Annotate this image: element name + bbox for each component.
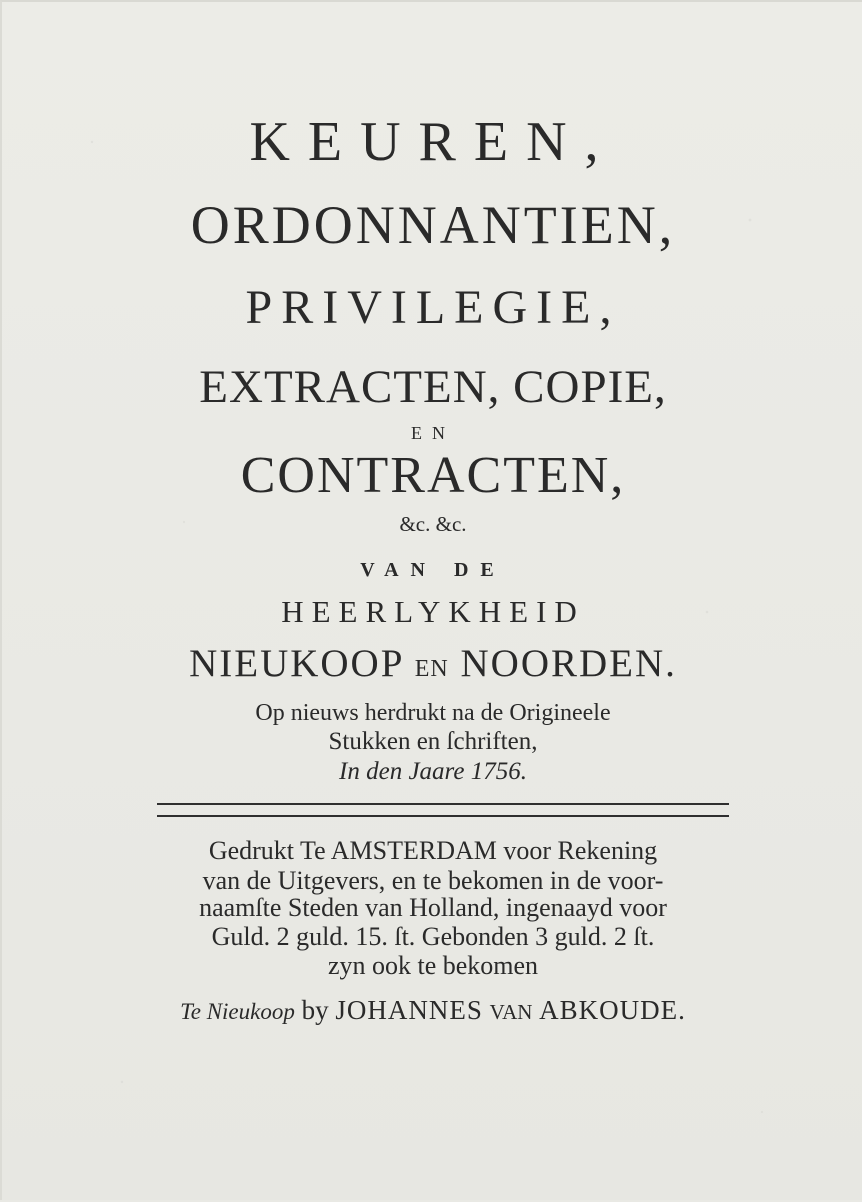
subtitle-line-3: In den Jaare 1756. (339, 758, 527, 785)
imprint-name: JOHANNES (335, 995, 483, 1025)
title-privilegie: PRIVILEGIE, (245, 281, 621, 334)
title-en: EN (411, 423, 455, 443)
title-heerlykheid: HEERLYKHEID (281, 594, 585, 629)
title-contracten: CONTRACTEN, (240, 447, 626, 504)
imprint-line-2: van de Uitgevers, en te bekomen in de voor- (202, 866, 664, 895)
imprint-line-4: Guld. 2 guld. 15. ſt. Gebonden 3 guld. 2 ſt. (211, 922, 655, 951)
imprint-final-line (2, 995, 862, 1026)
subtitle-line-2: Stukken en ſchriften, (328, 728, 538, 755)
imprint-place: Te Nieukoop (180, 999, 295, 1024)
title-en-small: EN (414, 656, 449, 682)
title-noorden: NOORDEN. (460, 642, 677, 685)
title-nieukoop-noorden (2, 644, 862, 683)
title-extracten-copie: EXTRACTEN, COPIE, (199, 361, 667, 413)
imprint-by: by (301, 995, 329, 1025)
title-nieukoop: NIEUKOOP (189, 642, 403, 685)
title-ordonnantien: ORDONNANTIEN, (190, 195, 676, 255)
imprint-line-5: zyn ook te bekomen (327, 951, 539, 980)
divider-top (157, 803, 729, 805)
imprint-abkoude: ABKOUDE. (539, 995, 686, 1025)
divider-bottom (157, 815, 729, 817)
subtitle-line-1: Op nieuws herdrukt na de Origineele (255, 700, 611, 726)
title-etc: &c. &c. (399, 512, 467, 536)
title-van-de: VAN DE (360, 559, 506, 581)
imprint-line-1: Gedrukt Te AMSTERDAM voor Rekening (208, 836, 658, 865)
imprint-line-3: naamſte Steden van Holland, ingenaayd voor (199, 893, 667, 922)
title-keuren: KEUREN, (249, 111, 617, 173)
imprint-van: VAN (489, 1000, 533, 1024)
